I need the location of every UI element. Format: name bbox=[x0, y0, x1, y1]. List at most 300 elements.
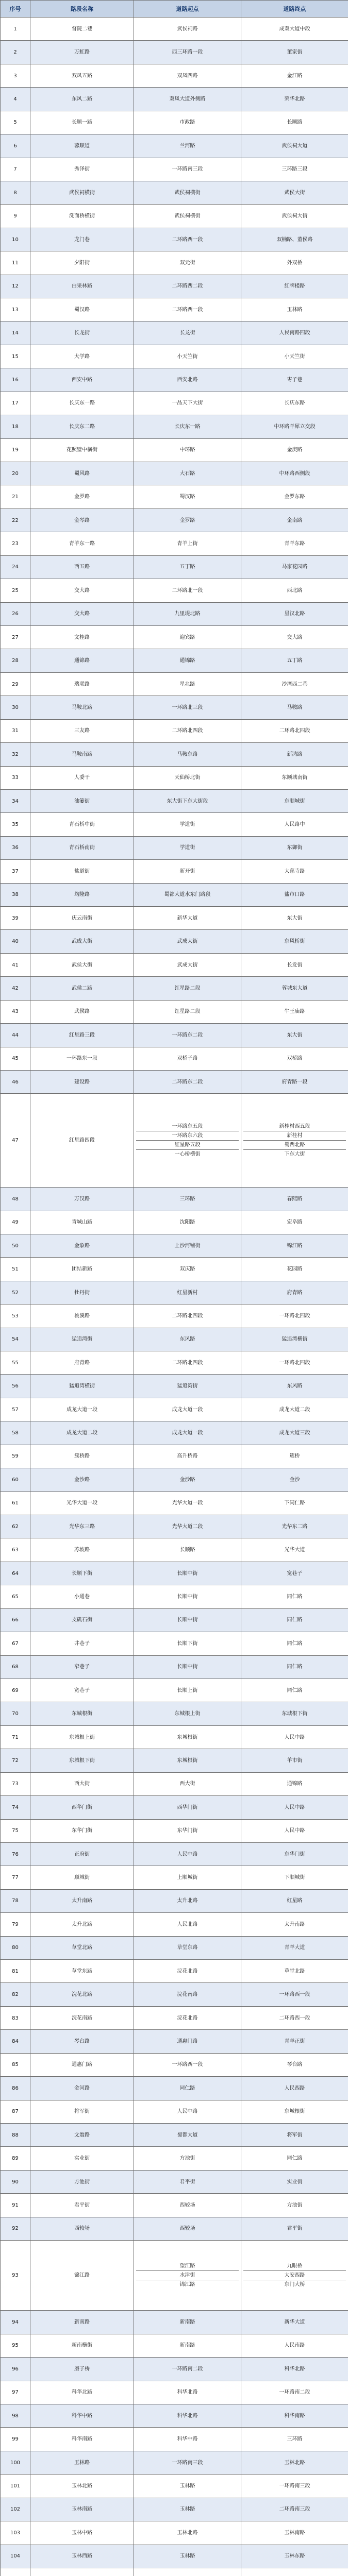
road-name: 将军街 bbox=[30, 2100, 134, 2123]
road-name: 红星路三段 bbox=[30, 1024, 134, 1047]
road-name: 玉林西路 bbox=[30, 2545, 134, 2568]
road-start: 青羊上街 bbox=[134, 532, 241, 555]
road-name: 东华门街 bbox=[30, 1819, 134, 1842]
road-end: 同仁路 bbox=[241, 1655, 348, 1679]
road-end: 双桥路 bbox=[241, 1047, 348, 1070]
table-row bbox=[1, 41, 348, 64]
row-number: 96 bbox=[1, 2358, 30, 2381]
row-number: 62 bbox=[1, 1515, 30, 1538]
row-number: 83 bbox=[1, 2006, 30, 2029]
road-name: 浣花北路 bbox=[30, 1983, 134, 2006]
road-start: 九里堤北路 bbox=[134, 602, 241, 625]
table-row bbox=[1, 345, 348, 368]
table-body bbox=[1, 18, 348, 2576]
row-number: 64 bbox=[1, 1562, 30, 1585]
row-number: 17 bbox=[1, 392, 30, 415]
road-name: 庆云南街 bbox=[30, 907, 134, 930]
road-end bbox=[241, 2568, 348, 2576]
table-row bbox=[1, 1842, 348, 1866]
table-row bbox=[1, 1562, 348, 1585]
road-end: 府青路 bbox=[241, 1281, 348, 1304]
road-name: 万虹路 bbox=[30, 41, 134, 64]
road-end: 盐市口路 bbox=[241, 883, 348, 906]
road-start bbox=[134, 2241, 241, 2311]
road-end: 春熙路 bbox=[241, 1188, 348, 1211]
table-row bbox=[1, 2311, 348, 2334]
road-name: 正府街 bbox=[30, 1842, 134, 1866]
table-row bbox=[1, 719, 348, 742]
road-end: 东华门街 bbox=[241, 1842, 348, 1866]
road-name: 万汉路 bbox=[30, 1188, 134, 1211]
row-number: 18 bbox=[1, 415, 30, 438]
table-row bbox=[1, 836, 348, 859]
row-number: 91 bbox=[1, 2194, 30, 2217]
road-name: 实业街 bbox=[30, 2147, 134, 2170]
road-start: 长龙街 bbox=[134, 321, 241, 345]
table-row bbox=[1, 1258, 348, 1281]
road-name: 窄巷子 bbox=[30, 1655, 134, 1679]
row-number: 75 bbox=[1, 1819, 30, 1842]
road-start: 科华北路 bbox=[134, 2381, 241, 2404]
table-row bbox=[1, 2217, 348, 2240]
row-number: 27 bbox=[1, 625, 30, 649]
row-number: 32 bbox=[1, 743, 30, 766]
table-row bbox=[1, 1024, 348, 1047]
road-start: 长顺中街 bbox=[134, 1655, 241, 1679]
row-number: 34 bbox=[1, 789, 30, 812]
row-number: 13 bbox=[1, 298, 30, 321]
road-start: 玉林路 bbox=[134, 2545, 241, 2568]
row-number: 94 bbox=[1, 2311, 30, 2334]
row-number: 56 bbox=[1, 1375, 30, 1398]
road-start: 沈阳路 bbox=[134, 1211, 241, 1234]
row-number: 16 bbox=[1, 368, 30, 392]
table-row bbox=[1, 813, 348, 836]
road-start: 迎宾路 bbox=[134, 625, 241, 649]
road-name: 金象路 bbox=[30, 1234, 134, 1257]
road-start: 西较场 bbox=[134, 2194, 241, 2217]
table-row bbox=[1, 555, 348, 579]
road-start: 红星路二段 bbox=[134, 977, 241, 1000]
road-name: 方池街 bbox=[30, 2170, 134, 2193]
row-number: 53 bbox=[1, 1304, 30, 1328]
row-number: 4 bbox=[1, 88, 30, 111]
road-name: 青石桥南街 bbox=[30, 836, 134, 859]
road-name: 秀泽街 bbox=[30, 158, 134, 181]
road-name: 三友路 bbox=[30, 719, 134, 742]
row-number: 50 bbox=[1, 1234, 30, 1257]
row-number: 40 bbox=[1, 930, 30, 953]
road-start: 东大街下东大街段 bbox=[134, 789, 241, 812]
road-end: 下同仁路 bbox=[241, 1492, 348, 1515]
road-name: 夕阳街 bbox=[30, 251, 134, 275]
road-start: 大石路 bbox=[134, 462, 241, 485]
segment-item: 一心桥横街 bbox=[136, 1149, 239, 1159]
road-end: 簇桥 bbox=[241, 1445, 348, 1468]
segment-item: 新桂村西五段 bbox=[279, 1124, 310, 1130]
table-row bbox=[1, 2030, 348, 2053]
road-start: 玉林路 bbox=[134, 2498, 241, 2521]
table-row bbox=[1, 275, 348, 298]
road-name: 成龙大道一段 bbox=[30, 1398, 134, 1421]
row-number: 43 bbox=[1, 1000, 30, 1023]
table-row bbox=[1, 2241, 348, 2311]
row-number: 77 bbox=[1, 1866, 30, 1889]
road-start: 上顺城街 bbox=[134, 1866, 241, 1889]
road-name: 玉林南路 bbox=[30, 2498, 134, 2521]
row-number: 101 bbox=[1, 2475, 30, 2498]
table-row bbox=[1, 228, 348, 251]
table-row bbox=[1, 532, 348, 555]
road-end: 通锦路 bbox=[241, 1772, 348, 1795]
road-end: 二环路北四段 bbox=[241, 719, 348, 742]
road-start: 武侯祠横街 bbox=[134, 205, 241, 228]
road-start: 新开街 bbox=[134, 860, 241, 883]
road-name: 西较场 bbox=[30, 2217, 134, 2240]
road-end: 长庆东路 bbox=[241, 392, 348, 415]
road-start: 二环路北四段 bbox=[134, 1304, 241, 1328]
road-name: 草堂东路 bbox=[30, 1960, 134, 1983]
road-end: 青羊正街 bbox=[241, 2030, 348, 2053]
table-row bbox=[1, 1445, 348, 1468]
table-row bbox=[1, 1936, 348, 1959]
road-end: 东城根下街 bbox=[241, 1702, 348, 1725]
road-end: 人民中路 bbox=[241, 1796, 348, 1819]
road-name: 武成大街 bbox=[30, 930, 134, 953]
table-row bbox=[1, 1094, 348, 1188]
road-end: 武侯大街 bbox=[241, 181, 348, 204]
row-number: 65 bbox=[1, 1585, 30, 1608]
row-number: 98 bbox=[1, 2404, 30, 2428]
road-name: 文桂路 bbox=[30, 625, 134, 649]
row-number: 35 bbox=[1, 813, 30, 836]
road-start: 学道街 bbox=[134, 813, 241, 836]
road-start: 兰河路 bbox=[134, 134, 241, 158]
road-start: 君平街 bbox=[134, 2170, 241, 2193]
road-start: 长顺上街 bbox=[134, 1679, 241, 1702]
segment-item: 东门大桥 bbox=[243, 2280, 346, 2289]
row-number: 76 bbox=[1, 1842, 30, 1866]
road-name: 太升南路 bbox=[30, 1889, 134, 1912]
road-name: 金河路 bbox=[30, 2077, 134, 2100]
row-number: 61 bbox=[1, 1492, 30, 1515]
road-name: 太升北路 bbox=[30, 1913, 134, 1936]
table-row bbox=[1, 1281, 348, 1304]
header-name: 路段名称 bbox=[30, 1, 134, 18]
row-number: 54 bbox=[1, 1328, 30, 1351]
road-start: 蜀都大道 bbox=[134, 2123, 241, 2146]
row-number: 78 bbox=[1, 1889, 30, 1912]
road-start: 东城根街 bbox=[134, 1725, 241, 1749]
road-end: 长顺路 bbox=[241, 111, 348, 134]
road-end: 琴台路 bbox=[241, 2053, 348, 2076]
row-number: 99 bbox=[1, 2428, 30, 2451]
road-end bbox=[241, 2241, 348, 2311]
row-number: 71 bbox=[1, 1725, 30, 1749]
road-start: 长顺路 bbox=[134, 1538, 241, 1562]
table-row bbox=[1, 696, 348, 719]
road-end: 方池街 bbox=[241, 2194, 348, 2217]
road-start: 西大街 bbox=[134, 1772, 241, 1795]
table-row bbox=[1, 2334, 348, 2357]
road-name: 玉林北路 bbox=[30, 2475, 134, 2498]
segment-item: 九眼桥 bbox=[287, 2263, 303, 2269]
road-name: 猛追湾街 bbox=[30, 1328, 134, 1351]
road-start: 东城根上街 bbox=[134, 1702, 241, 1725]
road-name: 苏坡路 bbox=[30, 1538, 134, 1562]
road-end: 玉林北路 bbox=[241, 2451, 348, 2474]
road-end: 成龙大道三段 bbox=[241, 1421, 348, 1445]
road-name: 马鞍北路 bbox=[30, 696, 134, 719]
table-row bbox=[1, 2404, 348, 2428]
table-row bbox=[1, 789, 348, 812]
road-end: 青羊大道 bbox=[241, 1936, 348, 1959]
table-row bbox=[1, 1234, 348, 1257]
table-row bbox=[1, 2123, 348, 2146]
road-start: 猛追湾街 bbox=[134, 1375, 241, 1398]
road-start: 成龙大道一段 bbox=[134, 1421, 241, 1445]
table-row bbox=[1, 2428, 348, 2451]
table-row bbox=[1, 2381, 348, 2404]
road-end: 同仁路 bbox=[241, 1608, 348, 1632]
table-row bbox=[1, 1702, 348, 1725]
table-row bbox=[1, 1515, 348, 1538]
road-start: 天仙桥北街 bbox=[134, 766, 241, 789]
road-start: 双元街 bbox=[134, 251, 241, 275]
road-start: 双桥子路 bbox=[134, 1047, 241, 1070]
row-number: 8 bbox=[1, 181, 30, 204]
road-end: 三环路 bbox=[241, 2428, 348, 2451]
table-row bbox=[1, 251, 348, 275]
road-end: 人民路中 bbox=[241, 813, 348, 836]
road-start: 三环路 bbox=[134, 1188, 241, 1211]
road-end: 红牌楼路 bbox=[241, 275, 348, 298]
row-number: 74 bbox=[1, 1796, 30, 1819]
table-row bbox=[1, 2053, 348, 2076]
road-start: 二环路北四段 bbox=[134, 1351, 241, 1375]
road-name: 府青路 bbox=[30, 1351, 134, 1375]
road-start: 一环路南三段 bbox=[134, 158, 241, 181]
road-end: 红星路 bbox=[241, 1889, 348, 1912]
row-number: 104 bbox=[1, 2545, 30, 2568]
table-row bbox=[1, 672, 348, 696]
road-start: 双凤大道外侧路 bbox=[134, 88, 241, 111]
road-end: 东城根街 bbox=[241, 2100, 348, 2123]
table-row bbox=[1, 438, 348, 462]
road-name: 青羊东一路 bbox=[30, 532, 134, 555]
road-start: 一环路北三段 bbox=[134, 696, 241, 719]
table-row bbox=[1, 883, 348, 906]
road-start: 同仁路 bbox=[134, 2077, 241, 2100]
table-row bbox=[1, 860, 348, 883]
table-row bbox=[1, 602, 348, 625]
table-row bbox=[1, 392, 348, 415]
road-name: 盐道街 bbox=[30, 860, 134, 883]
row-number: 11 bbox=[1, 251, 30, 275]
table-row bbox=[1, 1608, 348, 1632]
road-start: 人民北路 bbox=[134, 1913, 241, 1936]
row-number: 21 bbox=[1, 485, 30, 509]
road-start: 东城根街 bbox=[134, 1749, 241, 1772]
road-end: 东风桥街 bbox=[241, 930, 348, 953]
road-start: 二环路北一段 bbox=[134, 579, 241, 602]
road-start: 通锦路 bbox=[134, 649, 241, 672]
row-number: 39 bbox=[1, 907, 30, 930]
row-number: 10 bbox=[1, 228, 30, 251]
road-end: 东风路 bbox=[241, 1375, 348, 1398]
road-end: 君平街 bbox=[241, 2217, 348, 2240]
segment-item: 水津街 bbox=[136, 2270, 239, 2280]
road-name: 长顺下街 bbox=[30, 1562, 134, 1585]
road-name: 蜀汉路 bbox=[30, 298, 134, 321]
table-row bbox=[1, 743, 348, 766]
road-start: 长顺下街 bbox=[134, 1632, 241, 1655]
road-end bbox=[241, 1094, 348, 1188]
road-end: 小天竺街 bbox=[241, 345, 348, 368]
road-end: 牛王庙路 bbox=[241, 1000, 348, 1023]
road-end: 马鞍路 bbox=[241, 696, 348, 719]
header-no: 序号 bbox=[1, 1, 30, 18]
road-end: 人民南路 bbox=[241, 2334, 348, 2357]
road-name: 君平街 bbox=[30, 2194, 134, 2217]
row-number: 89 bbox=[1, 2147, 30, 2170]
road-end: 长发街 bbox=[241, 953, 348, 976]
row-number: 72 bbox=[1, 1749, 30, 1772]
row-number: 68 bbox=[1, 1655, 30, 1679]
road-start: 西三环路一段 bbox=[134, 41, 241, 64]
road-name: 新南路 bbox=[30, 2311, 134, 2334]
road-end: 沙湾西二巷 bbox=[241, 672, 348, 696]
row-number: 9 bbox=[1, 205, 30, 228]
table-row bbox=[1, 1866, 348, 1889]
table-row bbox=[1, 298, 348, 321]
table-row bbox=[1, 111, 348, 134]
road-start: 蜀汉路 bbox=[134, 485, 241, 509]
road-start: 高升桥路 bbox=[134, 1445, 241, 1468]
road-name: 油篓街 bbox=[30, 789, 134, 812]
table-row bbox=[1, 766, 348, 789]
segment-list bbox=[136, 1122, 239, 1159]
table-row bbox=[1, 1351, 348, 1375]
road-end: 玉林路 bbox=[241, 298, 348, 321]
road-end: 双楠路、董侯路 bbox=[241, 228, 348, 251]
road-name: 顺城街 bbox=[30, 1866, 134, 1889]
road-start: 长顺中街 bbox=[134, 1608, 241, 1632]
road-end: 人民中路 bbox=[241, 1725, 348, 1749]
table-row bbox=[1, 977, 348, 1000]
table-row bbox=[1, 2077, 348, 2100]
table-row bbox=[1, 649, 348, 672]
road-name: 光华东三路 bbox=[30, 1515, 134, 1538]
row-number: 103 bbox=[1, 2521, 30, 2545]
row-number: 36 bbox=[1, 836, 30, 859]
road-start: 红星新村 bbox=[134, 1281, 241, 1304]
road-end: 将军街 bbox=[241, 2123, 348, 2146]
road-start: 人民中路 bbox=[134, 2100, 241, 2123]
table-row bbox=[1, 2170, 348, 2193]
row-number: 25 bbox=[1, 579, 30, 602]
road-start: 玉林北路 bbox=[134, 2521, 241, 2545]
table-row bbox=[1, 2358, 348, 2381]
row-number: 70 bbox=[1, 1702, 30, 1725]
road-name: 长龙街 bbox=[30, 321, 134, 345]
road-name: 马鞍南路 bbox=[30, 743, 134, 766]
road-end: 实业街 bbox=[241, 2170, 348, 2193]
road-end: 一环路西一段 bbox=[241, 1983, 348, 2006]
road-end: 大慈寺路 bbox=[241, 860, 348, 883]
road-start bbox=[134, 1094, 241, 1188]
row-number: 88 bbox=[1, 2123, 30, 2146]
road-end: 同仁路 bbox=[241, 2147, 348, 2170]
road-end: 马家花园路 bbox=[241, 555, 348, 579]
road-start: 科华中路 bbox=[134, 2428, 241, 2451]
road-end: 一环路北四段 bbox=[241, 1304, 348, 1328]
row-number: 33 bbox=[1, 766, 30, 789]
row-number: 2 bbox=[1, 41, 30, 64]
table-row bbox=[1, 1772, 348, 1795]
road-start: 太升北路 bbox=[134, 1889, 241, 1912]
table-row bbox=[1, 485, 348, 509]
road-start: 蜀都大道水东门路段 bbox=[134, 883, 241, 906]
row-number: 44 bbox=[1, 1024, 30, 1047]
table-row bbox=[1, 1421, 348, 1445]
road-end: 锦江路 bbox=[241, 1234, 348, 1257]
row-number: 79 bbox=[1, 1913, 30, 1936]
road-name: 蓉顺道 bbox=[30, 134, 134, 158]
table-header bbox=[1, 1, 348, 18]
table-row bbox=[1, 1468, 348, 1492]
table-row bbox=[1, 579, 348, 602]
road-name: 花照璧中横街 bbox=[30, 438, 134, 462]
road-start: 长顺中街 bbox=[134, 1562, 241, 1585]
road-name: 东城根街 bbox=[30, 1702, 134, 1725]
table-row bbox=[1, 1375, 348, 1398]
road-start: 双凤四路 bbox=[134, 64, 241, 87]
road-start: 光华大道一段 bbox=[134, 1492, 241, 1515]
road-start: 一环路南三段 bbox=[134, 2451, 241, 2474]
row-number: 86 bbox=[1, 2077, 30, 2100]
table-row bbox=[1, 1188, 348, 1211]
road-name: 大学路 bbox=[30, 345, 134, 368]
table-row bbox=[1, 1749, 348, 1772]
table-row bbox=[1, 1070, 348, 1093]
road-end: 中环路羊犀立交段 bbox=[241, 415, 348, 438]
road-end: 科华南路 bbox=[241, 2404, 348, 2428]
road-start: 西华门街 bbox=[134, 1796, 241, 1819]
table-row bbox=[1, 415, 348, 438]
road-end: 花园路 bbox=[241, 1258, 348, 1281]
road-name: 支矶石街 bbox=[30, 1608, 134, 1632]
road-end: 成龙大道二段 bbox=[241, 1398, 348, 1421]
row-number: 87 bbox=[1, 2100, 30, 2123]
road-name: 西安中路 bbox=[30, 368, 134, 392]
road-name: 文翁路 bbox=[30, 2123, 134, 2146]
table-row bbox=[1, 1725, 348, 1749]
road-start: 西较场 bbox=[134, 2217, 241, 2240]
road-name: 一环路东一段 bbox=[30, 1047, 134, 1070]
header-from: 道路起点 bbox=[134, 1, 241, 18]
road-name: 长庆东二路 bbox=[30, 415, 134, 438]
table-row bbox=[1, 1913, 348, 1936]
table-row bbox=[1, 158, 348, 181]
road-end: 金南路 bbox=[241, 509, 348, 532]
row-number: 24 bbox=[1, 555, 30, 579]
road-start: 草堂东路 bbox=[134, 1936, 241, 1959]
row-number: 100 bbox=[1, 2451, 30, 2474]
road-name: 宽巷子 bbox=[30, 1679, 134, 1702]
row-number bbox=[1, 2568, 30, 2576]
table-row bbox=[1, 2100, 348, 2123]
